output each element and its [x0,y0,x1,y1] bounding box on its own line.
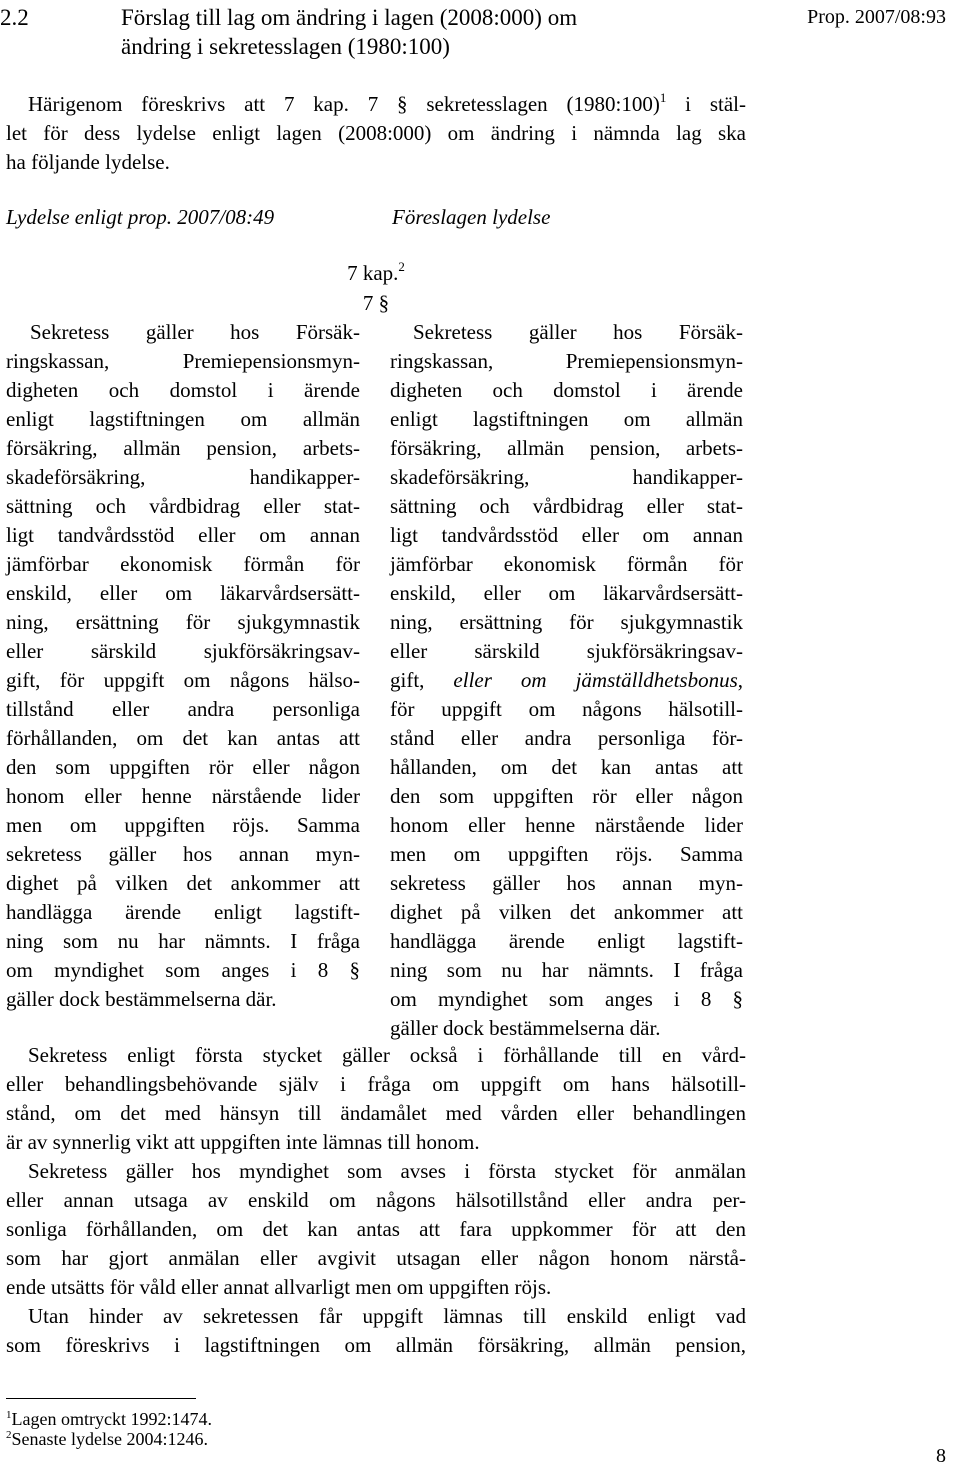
right-line: dighet på vilken det ankommer att [390,900,743,924]
body-line: eller annan utsaga av enskild om någons hälsotillstånd eller andra per- [6,1188,746,1212]
left-line: gift, för uppgift om någons hälso- [6,668,360,692]
column-header-current: Lydelse enligt prop. 2007/08:49 [6,205,275,229]
right-line: jämförbar ekonomisk förmån för [390,552,743,576]
body-line: Utan hinder av sekretessen får uppgift lämnas till enskild enligt vad [28,1304,746,1328]
left-line: den som uppgiften rör eller någon [6,755,360,779]
left-line: ligt tandvårdsstöd eller om annan [6,523,360,547]
left-line: om myndighet som anges i 8 § [6,958,360,982]
left-line: eller särskild sjukförsäkringsav- [6,639,360,663]
left-line: sekretess gäller hos annan myn- [6,842,360,866]
intro-line3: ha följande lydelse. [6,150,170,174]
section-title-line1: Förslag till lag om ändring i lagen (2008:000) om [121,5,578,30]
footnote-mark: 2 [6,1429,12,1441]
right-line: enskild, eller om läkarvårdsersätt- [390,581,743,605]
right-line-plain: gift, [390,668,454,692]
footnote-text: Senaste lydelse 2004:1246. [11,1429,208,1449]
footnote-ref-1: 1 [659,90,667,105]
right-line: hållanden, om det kan antas att [390,755,743,779]
right-line: skadeförsäkring, handikapper- [390,465,743,489]
left-line: jämförbar ekonomisk förmån för [6,552,360,576]
body-line: som har gjort anmälan eller avgivit utsagan eller någon honom närstå- [6,1246,746,1270]
left-line: ning som nu har nämnts. I fråga [6,929,360,953]
chapter-label: 7 kap. [347,261,399,285]
body-line: Sekretess gäller hos myndighet som avses i första stycket för anmälan [28,1159,746,1183]
right-line: ligt tandvårdsstöd eller om annan [390,523,743,547]
column-header-proposed: Föreslagen lydelse [392,205,551,229]
section-title-line2: ändring i sekretesslagen (1980:100) [121,34,450,59]
right-line: sättning och vårdbidrag eller stat- [390,494,743,518]
section-number: 2.2 [0,5,29,30]
right-line: handlägga ärende enligt lagstift- [390,929,743,953]
intro-line1 [28,90,746,116]
footnote-1 [6,1410,212,1428]
right-line: försäkring, allmän pension, arbets- [390,436,743,460]
right-line: den som uppgiften rör eller någon [390,784,743,808]
right-line: ning som nu har nämnts. I fråga [390,958,743,982]
left-line: honom eller henne närstående lider [6,784,360,808]
intro-line2: let för dess lydelse enligt lagen (2008:000) om ändring i nämnda lag ska [6,121,746,145]
right-line-amended [390,670,743,691]
left-line: men om uppgiften röjs. Samma [6,813,360,837]
left-line: ning, ersättning för sjukgymnastik [6,610,360,634]
chapter-heading [326,259,426,285]
right-line: om myndighet som anges i 8 § [390,987,743,1011]
left-line: tillstånd eller andra personliga [6,697,360,721]
right-line: gäller dock bestämmelserna där. [390,1016,661,1040]
body-line: ende utsätts för våld eller annat allvarligt men om uppgiften röjs. [6,1275,552,1299]
right-line: eller särskild sjukförsäkringsav- [390,639,743,663]
right-line: ringskassan, Premiepensionsmyn- [390,349,743,373]
left-line: skadeförsäkring, handikapper- [6,465,360,489]
page-number: 8 [936,1445,946,1467]
body-line: stånd, om det med hänsyn till ändamålet med vården eller behandlingen [6,1101,746,1125]
body-line: sonliga förhållanden, om det kan antas att fara uppkommer för att den [6,1217,746,1241]
left-line: dighet på vilken det ankommer att [6,871,360,895]
left-line: Sekretess gäller hos Försäk- [30,320,360,344]
right-line: för uppgift om någons hälsotill- [390,697,743,721]
right-line: digheten och domstol i ärende [390,378,743,402]
right-line-comma: , [737,668,743,692]
body-line: som föreskrivs i lagstiftningen om allmän försäkring, allmän pension, [6,1333,746,1357]
prop-reference: Prop. 2007/08:93 [807,6,946,28]
left-line: digheten och domstol i ärende [6,378,360,402]
body-line: eller behandlingsbehövande själv i fråga om uppgift om hans hälsotill- [6,1072,746,1096]
left-line: enligt lagstiftningen om allmän [6,407,360,431]
left-line: handlägga ärende enligt lagstift- [6,900,360,924]
intro-line1-text: Härigenom föreskrivs att 7 kap. 7 § sekretesslagen (1980:100) [28,92,660,116]
right-line: enligt lagstiftningen om allmän [390,407,743,431]
right-line: men om uppgiften röjs. Samma [390,842,743,866]
left-line: ringskassan, Premiepensionsmyn- [6,349,360,373]
right-line: stånd eller andra personliga för- [390,726,743,750]
right-line: Sekretess gäller hos Försäk- [413,320,743,344]
right-line: ning, ersättning för sjukgymnastik [390,610,743,634]
footnote-text: Lagen omtryckt 1992:1474. [11,1409,212,1429]
paragraph-heading: 7 § [362,291,390,315]
footnote-divider [6,1398,196,1399]
left-line: gäller dock bestämmelserna där. [6,987,277,1011]
left-line: förhållanden, om det kan antas att [6,726,360,750]
footnote-ref-2: 2 [398,259,405,274]
left-line: försäkring, allmän pension, arbets- [6,436,360,460]
body-line: Sekretess enligt första stycket gäller också i förhållande till en vård- [28,1043,746,1067]
right-line: honom eller henne närstående lider [390,813,743,837]
body-line: är av synnerlig vikt att uppgiften inte lämnas till honom. [6,1130,480,1154]
left-line: sättning och vårdbidrag eller stat- [6,494,360,518]
footnote-mark: 1 [6,1409,12,1421]
footnote-2 [6,1430,208,1448]
right-line: sekretess gäller hos annan myn- [390,871,743,895]
left-line: enskild, eller om läkarvårdsersätt- [6,581,360,605]
amendment-text: eller om jämställdhetsbonus [453,668,738,692]
intro-line1-end: i stäl- [666,92,746,116]
